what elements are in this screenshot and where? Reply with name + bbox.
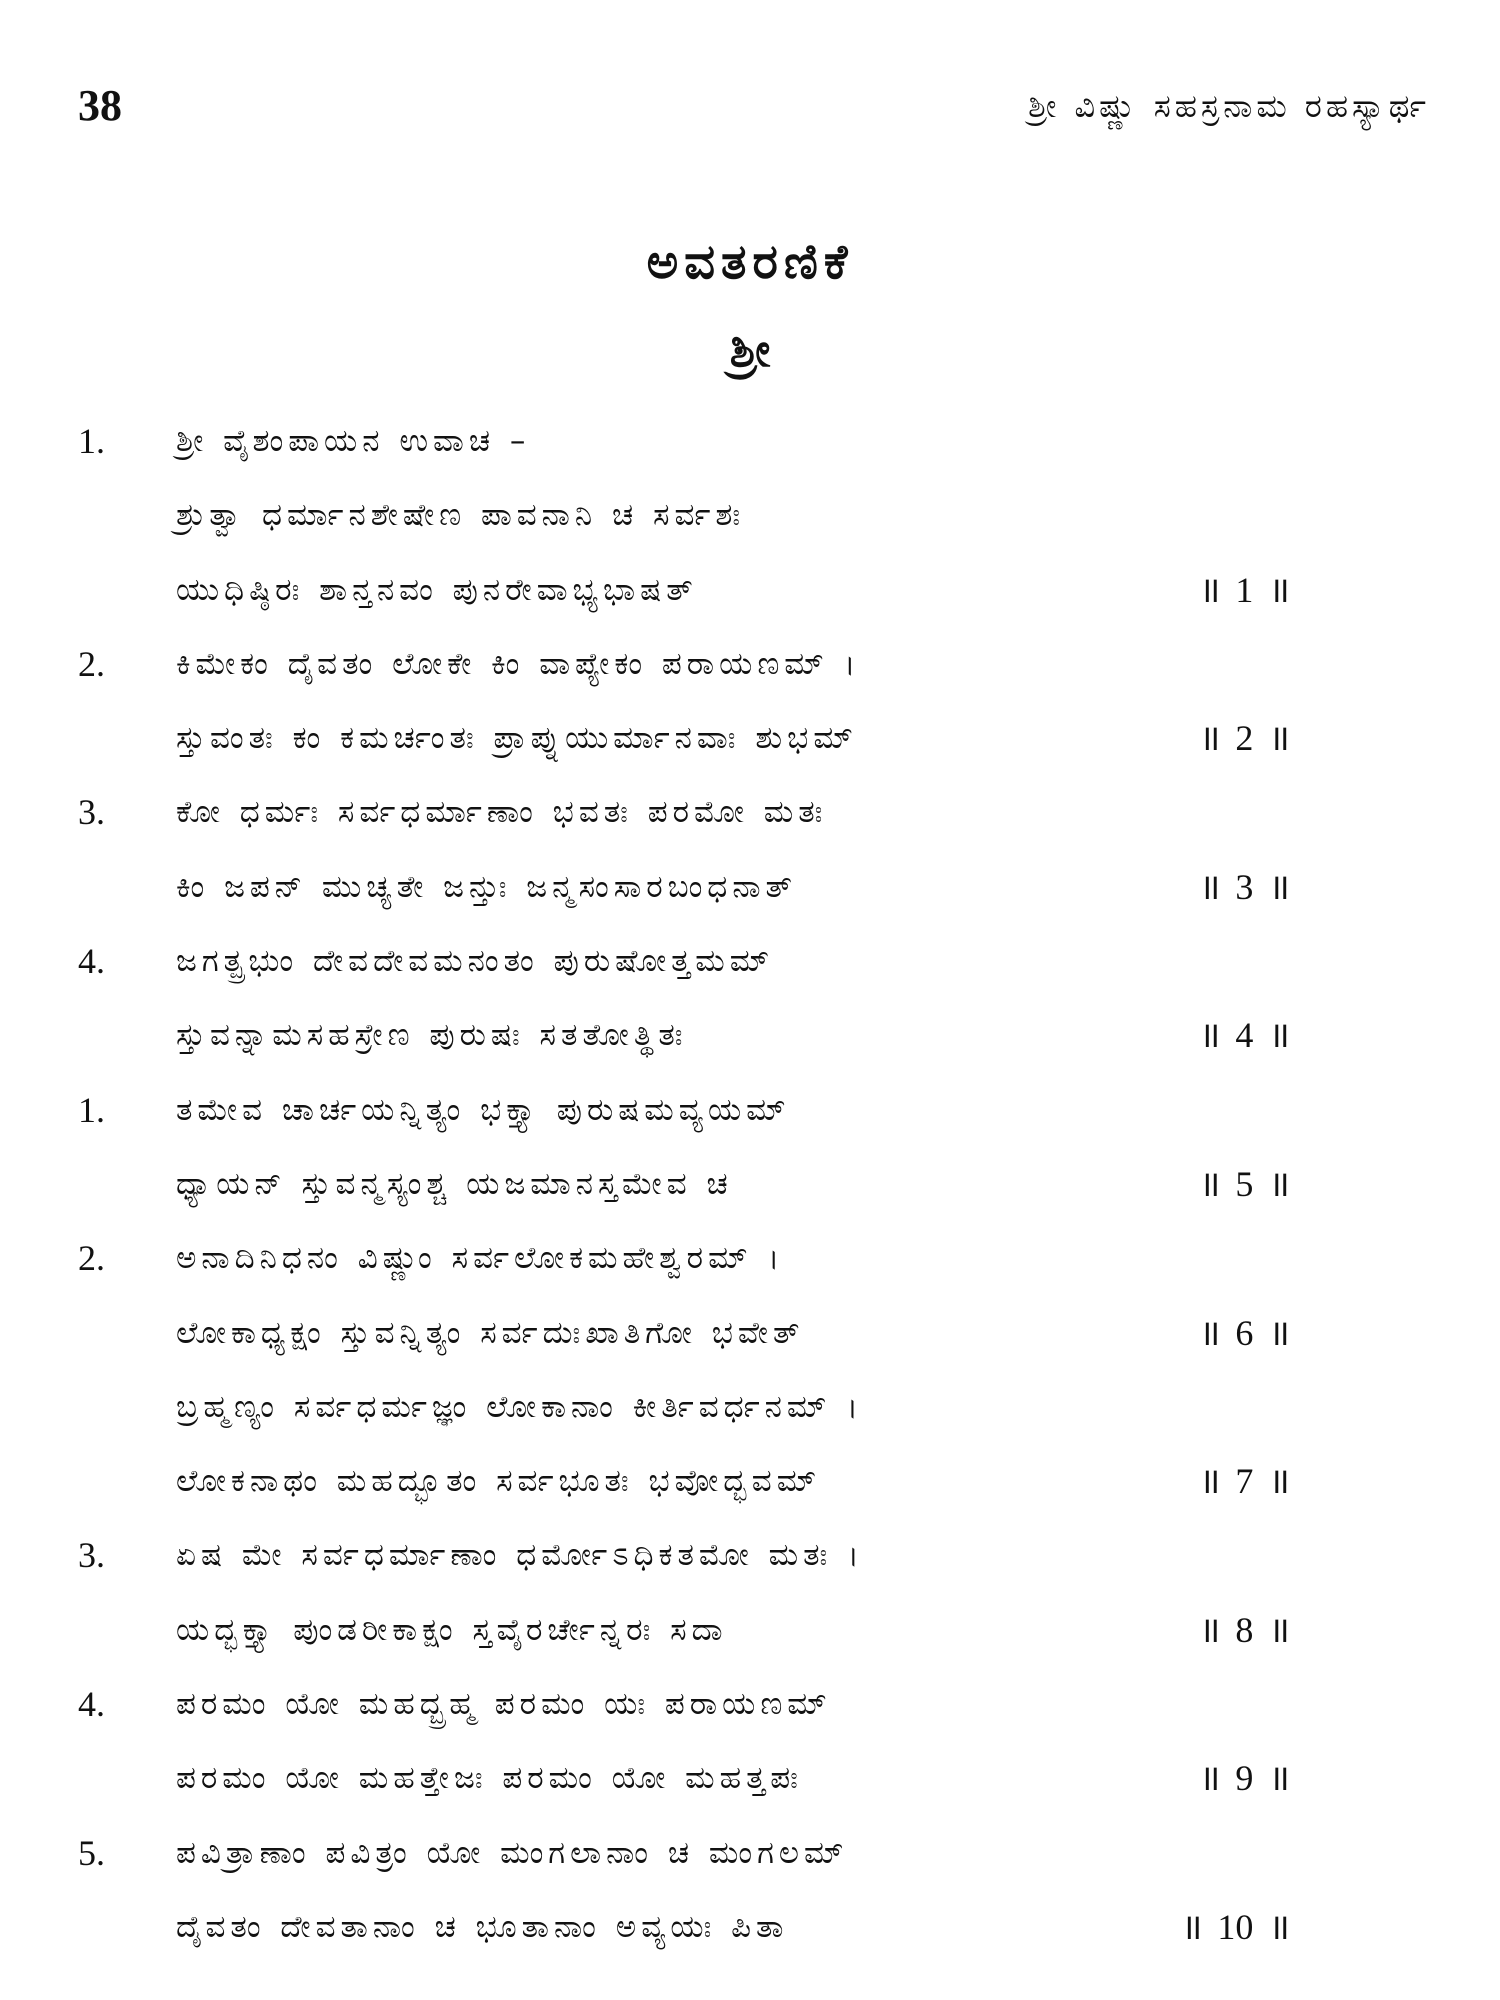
verse-number: 5. — [78, 1832, 105, 1873]
verse-text: ಬ್ರಹ್ಮಣ್ಯಂ ಸರ್ವಧರ್ಮಜ್ಞಂ ಲೋಕಾನಾಂ ಕೀರ್ತಿವರ್ಧನಮ್ । — [176, 1388, 864, 1425]
verse-line — [0, 997, 1500, 1071]
verse-list — [0, 403, 1500, 1963]
verse-line — [0, 1592, 1500, 1666]
verse-mark: ॥ 5 ॥ — [1198, 1163, 1290, 1204]
verse-text: ಶ್ರೀ ವೈಶಂಪಾಯನ ಉವಾಚ – — [176, 423, 531, 459]
verse-text: ಅನಾದಿನಿಧನಂ ವಿಷ್ಣುಂ ಸರ್ವಲೋಕಮಹೇಶ್ವರಮ್ । — [176, 1240, 785, 1277]
verse-line — [0, 849, 1500, 923]
verse-text: ಪರಮಂ ಯೋ ಮಹದ್ಬ್ರಹ್ಮ ಪರಮಂ ಯಃ ಪರಾಯಣಮ್ — [176, 1686, 832, 1723]
section-subtitle: ಶ್ರೀ — [729, 323, 771, 377]
running-head: ಶ್ರೀ ವಿಷ್ಣು ಸಹಸ್ರನಾಮ ರಹಸ್ಯಾರ್ಥ — [1028, 87, 1430, 125]
page-number: 38 — [78, 81, 122, 130]
verse-line — [0, 1889, 1500, 1963]
verse-text: ತಮೇವ ಚಾರ್ಚಯನ್ನಿತ್ಯಂ ಭಕ್ತ್ಯಾ ಪುರುಷಮವ್ಯಯಮ್ — [176, 1091, 791, 1128]
verse-mark: ॥ 4 ॥ — [1198, 1015, 1290, 1056]
verse-mark: ॥ 10 ॥ — [1180, 1906, 1290, 1947]
verse-mark: ॥ 9 ॥ — [1198, 1758, 1290, 1799]
verse-text: ಸ್ತುವನ್ನಾಮಸಹಸ್ರೇಣ ಪುರುಷಃ ಸತತೋತ್ಥಿತಃ — [176, 1017, 688, 1054]
verse-text: ಕಿಂ ಜಪನ್ ಮುಚ್ಯತೇ ಜನ್ತುಃ ಜನ್ಮಸಂಸಾರಬಂಧನಾತ್ — [176, 868, 797, 905]
verse-number: 2. — [78, 643, 105, 684]
verse-text: ಶ್ರುತ್ವಾ ಧರ್ಮಾನಶೇಷೇಣ ಪಾವನಾನಿ ಚ ಸರ್ವಶಃ — [176, 497, 746, 534]
verse-text: ಕಿಮೇಕಂ ದೈವತಂ ಲೋಕೇ ಕಿಂ ವಾಪ್ಯೇಕಂ ಪರಾಯಣಮ್ । — [176, 645, 861, 682]
verse-mark: ॥ 3 ॥ — [1198, 866, 1290, 907]
verse-number: 2. — [78, 1238, 105, 1279]
verse-text: ಯುಧಿಷ್ಠಿರಃ ಶಾನ್ತನವಂ ಪುನರೇವಾಭ್ಯಭಾಷತ್ — [176, 571, 698, 608]
verse-text: ಪರಮಂ ಯೋ ಮಹತ್ತೇಜಃ ಪರಮಂ ಯೋ ಮಹತ್ತಪಃ — [176, 1760, 803, 1797]
verse-line — [0, 700, 1500, 774]
verse-number: 1. — [78, 1089, 105, 1130]
verse-line — [0, 403, 1500, 477]
verse-text: ಯದ್ಭಕ್ತ್ಯಾ ಪುಂಡರೀಕಾಕ್ಷಂ ಸ್ತವೈರರ್ಚೇನ್ನರಃ ಸದಾ — [176, 1611, 728, 1648]
verse-line — [0, 1443, 1500, 1517]
section-title: ಅವತರಣಿಕೆ — [646, 234, 854, 290]
verse-line — [0, 1146, 1500, 1220]
verse-text: ಸ್ತುವಂತಃ ಕಂ ಕಮರ್ಚಂತಃ ಪ್ರಾಪ್ನುಯುರ್ಮಾನವಾಃ ಶುಭಮ್ — [176, 720, 858, 757]
verse-line — [0, 1369, 1500, 1443]
verse-text: ಕೋ ಧರ್ಮಃ ಸರ್ವಧರ್ಮಾಣಾಂ ಭವತಃ ಪರಮೋ ಮತಃ — [176, 794, 828, 831]
verse-line — [0, 1517, 1500, 1591]
verse-number: 3. — [78, 1535, 105, 1576]
verse-text: ಲೋಕಾಧ್ಯಕ್ಷಂ ಸ್ತುವನ್ನಿತ್ಯಂ ಸರ್ವದುಃಖಾತಿಗೋ ಭವೇತ್ — [176, 1314, 805, 1351]
verse-line — [0, 774, 1500, 848]
verse-line — [0, 1740, 1500, 1814]
verse-mark: ॥ 2 ॥ — [1198, 718, 1290, 759]
verse-mark: ॥ 1 ॥ — [1198, 569, 1290, 610]
verse-mark: ॥ 6 ॥ — [1198, 1312, 1290, 1353]
verse-text: ಜಗತ್ಪ್ರಭುಂ ದೇವದೇವಮನಂತಂ ಪುರುಷೋತ್ತಮಮ್ — [176, 943, 775, 980]
verse-text: ಧ್ಯಾಯನ್ ಸ್ತುವನ್ಮಸ್ಯಂಶ್ಚ ಯಜಮಾನಸ್ತಮೇವ ಚ — [176, 1165, 733, 1202]
verse-text: ಲೋಕನಾಥಂ ಮಹದ್ಭೂತಂ ಸರ್ವಭೂತಃ ಭವೋದ್ಭವಮ್ — [176, 1463, 822, 1500]
verse-text: ಏಷ ಮೇ ಸರ್ವಧರ್ಮಾಣಾಂ ಧರ್ಮೋಽಧಿಕತಮೋ ಮತಃ । — [176, 1537, 864, 1574]
verse-number: 3. — [78, 792, 105, 833]
verse-line — [0, 1072, 1500, 1146]
verse-mark: ॥ 7 ॥ — [1198, 1461, 1290, 1502]
verse-mark: ॥ 8 ॥ — [1198, 1609, 1290, 1650]
verse-number: 1. — [78, 421, 105, 461]
verse-text: ದೈವತಂ ದೇವತಾನಾಂ ಚ ಭೂತಾನಾಂ ಅವ್ಯಯಃ ಪಿತಾ — [176, 1908, 789, 1945]
verse-line — [0, 1815, 1500, 1889]
verse-text: ಪವಿತ್ರಾಣಾಂ ಪವಿತ್ರಂ ಯೋ ಮಂಗಲಾನಾಂ ಚ ಮಂಗಲಮ್ — [176, 1834, 849, 1871]
verse-line — [0, 626, 1500, 700]
verse-line — [0, 1295, 1500, 1369]
verse-line — [0, 1220, 1500, 1294]
verse-line — [0, 923, 1500, 997]
verse-line — [0, 552, 1500, 626]
verse-number: 4. — [78, 941, 105, 982]
verse-line — [0, 477, 1500, 551]
verse-line — [0, 1666, 1500, 1740]
verse-number: 4. — [78, 1684, 105, 1725]
